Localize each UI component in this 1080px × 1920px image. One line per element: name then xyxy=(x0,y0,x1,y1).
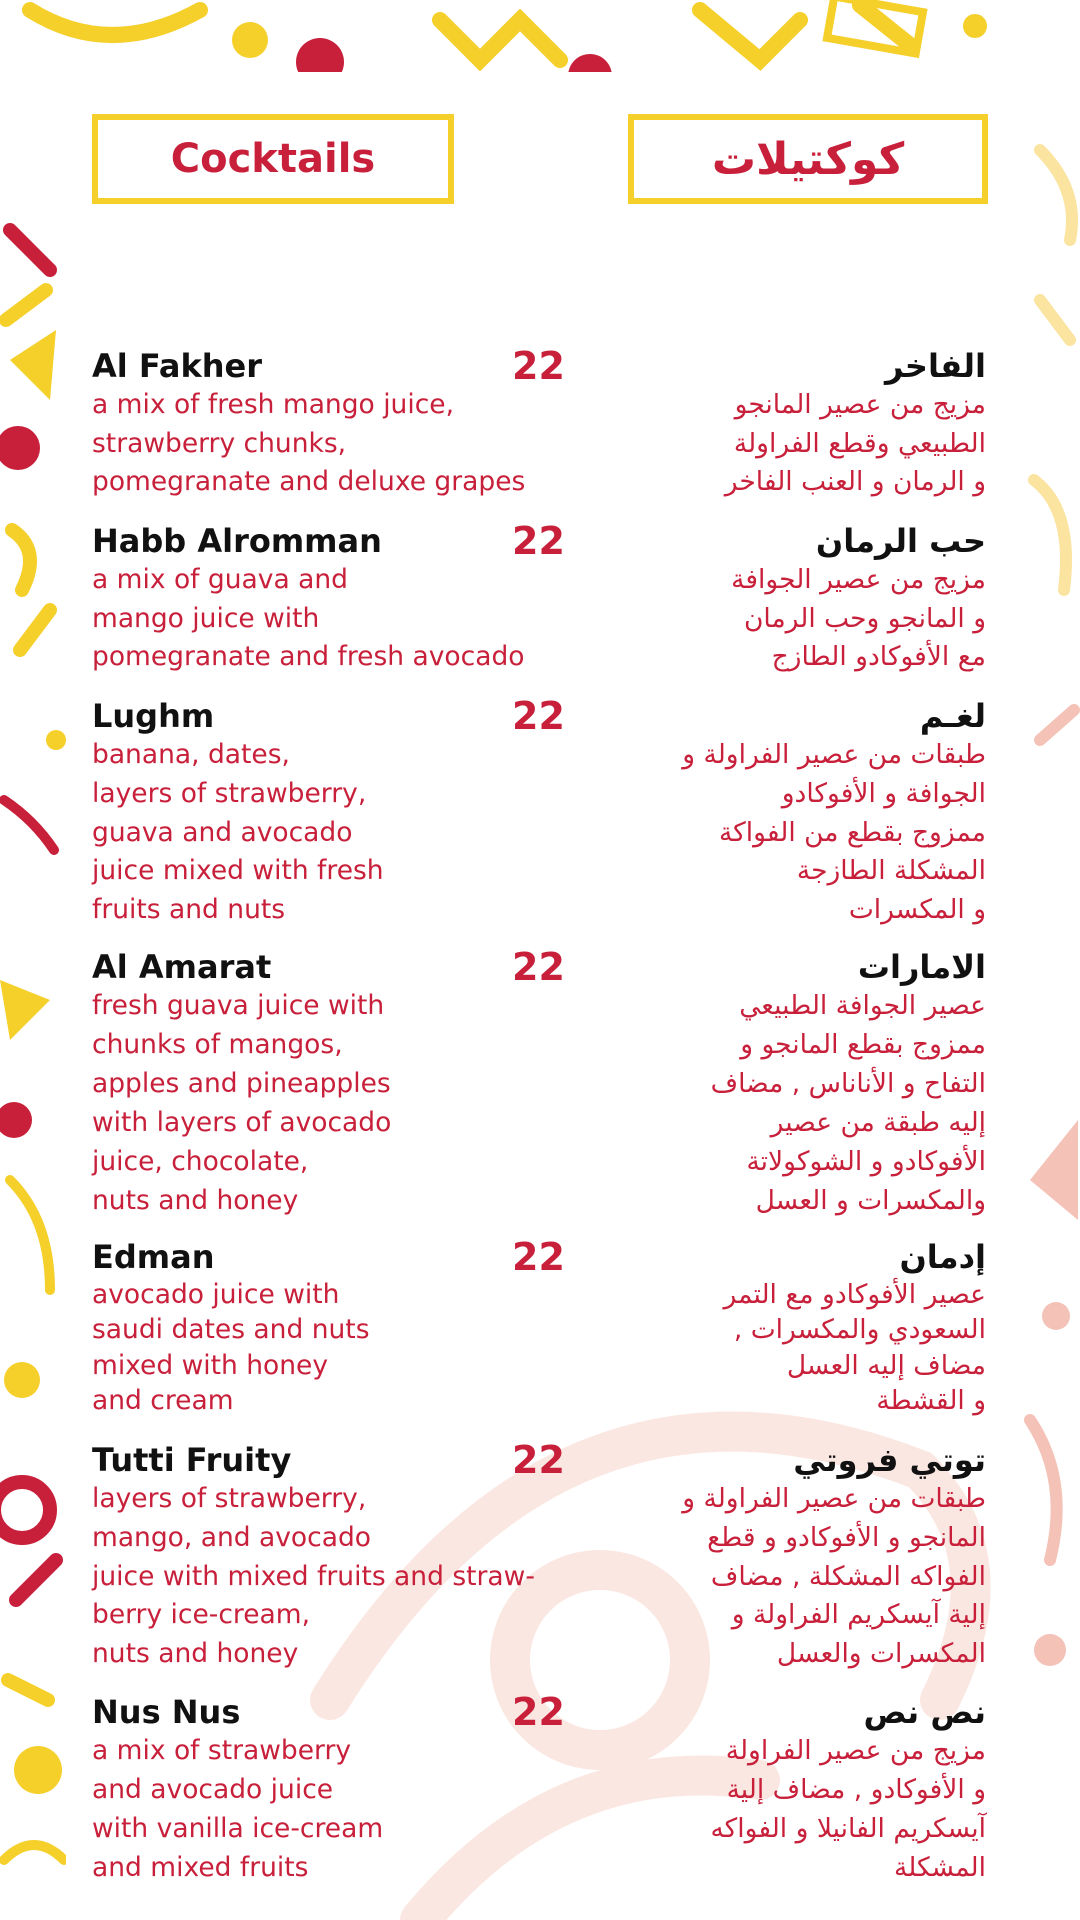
description-line-en: nuts and honey xyxy=(92,1184,299,1216)
description-line-ar: مزيج من عصير الفراولة xyxy=(725,1735,986,1766)
section-title-en xyxy=(92,114,454,204)
description-line-en: and cream xyxy=(92,1384,234,1416)
description-line-en: saudi dates and nuts xyxy=(92,1314,370,1346)
item-description-ar xyxy=(731,561,986,677)
description-line-ar: المكسرات والعسل xyxy=(776,1638,986,1670)
item-price: 22 xyxy=(512,1438,565,1482)
description-line-ar: إليه طبقة من عصير xyxy=(770,1106,986,1138)
item-name-ar: لغـم xyxy=(919,697,986,735)
description-line-ar: عصير الجوافة الطبيعي xyxy=(739,990,986,1021)
item-description-en xyxy=(92,386,525,502)
item-price: 22 xyxy=(512,1690,565,1734)
description-line-ar: السعودي والمكسرات , xyxy=(733,1314,986,1346)
section-title-en-text: Cocktails xyxy=(170,136,376,182)
description-line-ar: الجوافة و الأفوكادو xyxy=(781,777,986,809)
item-description-ar xyxy=(682,736,986,930)
item-description-ar xyxy=(682,1480,986,1674)
item-price: 22 xyxy=(512,344,565,388)
description-line-ar: عصير الأفوكادو مع التمر xyxy=(723,1279,986,1310)
description-line-ar: آيسكريم الفانيلا و الفواكه xyxy=(710,1812,986,1844)
description-line-en: layers of strawberry, xyxy=(92,1483,367,1514)
item-price: 22 xyxy=(512,945,565,989)
item-name-en: Edman xyxy=(92,1238,215,1276)
description-line-ar: التفاح و الأناناس , مضاف xyxy=(710,1067,986,1099)
description-line-en: with layers of avocado xyxy=(92,1106,392,1138)
description-line-ar: والمكسرات و العسل xyxy=(755,1184,986,1216)
item-name-ar: الامارات xyxy=(857,948,986,986)
description-line-ar: ممزوج بقطع من الفواكة xyxy=(718,816,986,848)
description-line-ar: مضاف إليه العسل xyxy=(786,1349,986,1381)
description-line-en: juice, chocolate, xyxy=(92,1145,309,1177)
item-price: 22 xyxy=(512,1235,565,1279)
description-line-ar: طبقات من عصير الفراولة و xyxy=(682,1483,986,1514)
description-line-ar: المشكلة xyxy=(893,1851,986,1883)
description-line-en: nuts and honey xyxy=(92,1638,299,1670)
section-title-ar xyxy=(628,114,988,204)
item-description-ar xyxy=(725,386,986,502)
description-line-ar: الفواكه المشكلة , مضاف xyxy=(710,1560,986,1592)
description-line-ar: و الأفوكادو , مضاف إلية xyxy=(726,1773,986,1805)
item-price: 22 xyxy=(512,519,565,563)
item-description-en xyxy=(92,1480,535,1674)
item-name-ar: توتي فروتي xyxy=(793,1441,986,1479)
description-line-ar: و القشطة xyxy=(876,1384,986,1416)
item-name-en: Al Fakher xyxy=(92,347,262,385)
description-line-en: a mix of guava and xyxy=(92,564,348,595)
item-description-ar xyxy=(711,987,986,1220)
description-line-en: juice with mixed fruits and straw- xyxy=(92,1560,535,1592)
description-line-ar: مزيج من عصير المانجو xyxy=(734,389,986,420)
description-line-en: with vanilla ice-cream xyxy=(92,1812,384,1844)
item-description-en xyxy=(92,987,391,1220)
item-name-ar: نص نص xyxy=(863,1693,986,1731)
description-line-ar: المشكلة الطازجة xyxy=(796,855,986,887)
description-line-en: a mix of strawberry xyxy=(92,1735,352,1766)
description-line-ar: ممزوج بقطع المانجو و xyxy=(740,1028,986,1060)
item-description-en xyxy=(92,561,525,677)
description-line-ar: و الرمان و العنب الفاخر xyxy=(724,466,986,498)
description-line-ar: و المكسرات xyxy=(848,894,986,926)
description-line-en: mixed with honey xyxy=(92,1349,329,1381)
description-line-ar: الأفوكادو و الشوكولاتة xyxy=(746,1145,986,1177)
description-line-en: pomegranate and deluxe grapes xyxy=(92,466,526,498)
item-name-ar: الفاخر xyxy=(885,347,986,385)
description-line-ar: مزيج من عصير الجوافة xyxy=(731,564,986,595)
description-line-ar: إلية آيسكريم الفراولة و xyxy=(731,1599,986,1631)
description-line-en: pomegranate and fresh avocado xyxy=(92,641,525,673)
item-description-en xyxy=(92,1277,370,1418)
item-name-ar: إدمان xyxy=(899,1238,986,1276)
description-line-en: chunks of mangos, xyxy=(92,1028,343,1060)
description-line-en: banana, dates, xyxy=(92,739,290,770)
description-line-en: and avocado juice xyxy=(92,1773,334,1805)
description-line-ar: و المانجو وحب الرمان xyxy=(743,602,986,634)
description-line-en: apples and pineapples xyxy=(92,1067,391,1099)
description-line-en: strawberry chunks, xyxy=(92,427,347,459)
description-line-ar: طبقات من عصير الفراولة و xyxy=(682,739,986,770)
description-line-en: a mix of fresh mango juice, xyxy=(92,389,455,420)
description-line-en: layers of strawberry, xyxy=(92,777,367,809)
description-line-en: and mixed fruits xyxy=(92,1851,309,1883)
item-name-en: Al Amarat xyxy=(92,948,272,986)
item-description-en xyxy=(92,1732,383,1888)
item-name-en: Nus Nus xyxy=(92,1693,241,1731)
item-name-en: Habb Alromman xyxy=(92,522,382,560)
item-name-en: Lughm xyxy=(92,697,215,735)
description-line-ar: مع الأفوكادو الطازج xyxy=(771,641,986,673)
description-line-ar: الطبيعي وقطع الفراولة xyxy=(733,427,986,459)
description-line-en: mango juice with xyxy=(92,602,320,634)
description-line-en: guava and avocado xyxy=(92,816,353,848)
description-line-en: mango, and avocado xyxy=(92,1521,371,1553)
description-line-en: fruits and nuts xyxy=(92,894,286,926)
item-name-en: Tutti Fruity xyxy=(92,1441,292,1479)
section-title-ar-text: كوكتيلات xyxy=(711,133,905,185)
description-line-ar: المانجو و الأفوكادو و قطع xyxy=(707,1521,986,1553)
description-line-en: juice mixed with fresh xyxy=(92,855,384,887)
description-line-en: avocado juice with xyxy=(92,1279,340,1310)
item-name-ar: حب الرمان xyxy=(815,522,986,560)
item-description-en xyxy=(92,736,384,930)
item-price: 22 xyxy=(512,694,565,738)
description-line-en: fresh guava juice with xyxy=(92,990,385,1021)
description-line-en: berry ice-cream, xyxy=(92,1599,311,1631)
item-description-ar xyxy=(710,1732,986,1888)
item-description-ar xyxy=(724,1277,986,1418)
